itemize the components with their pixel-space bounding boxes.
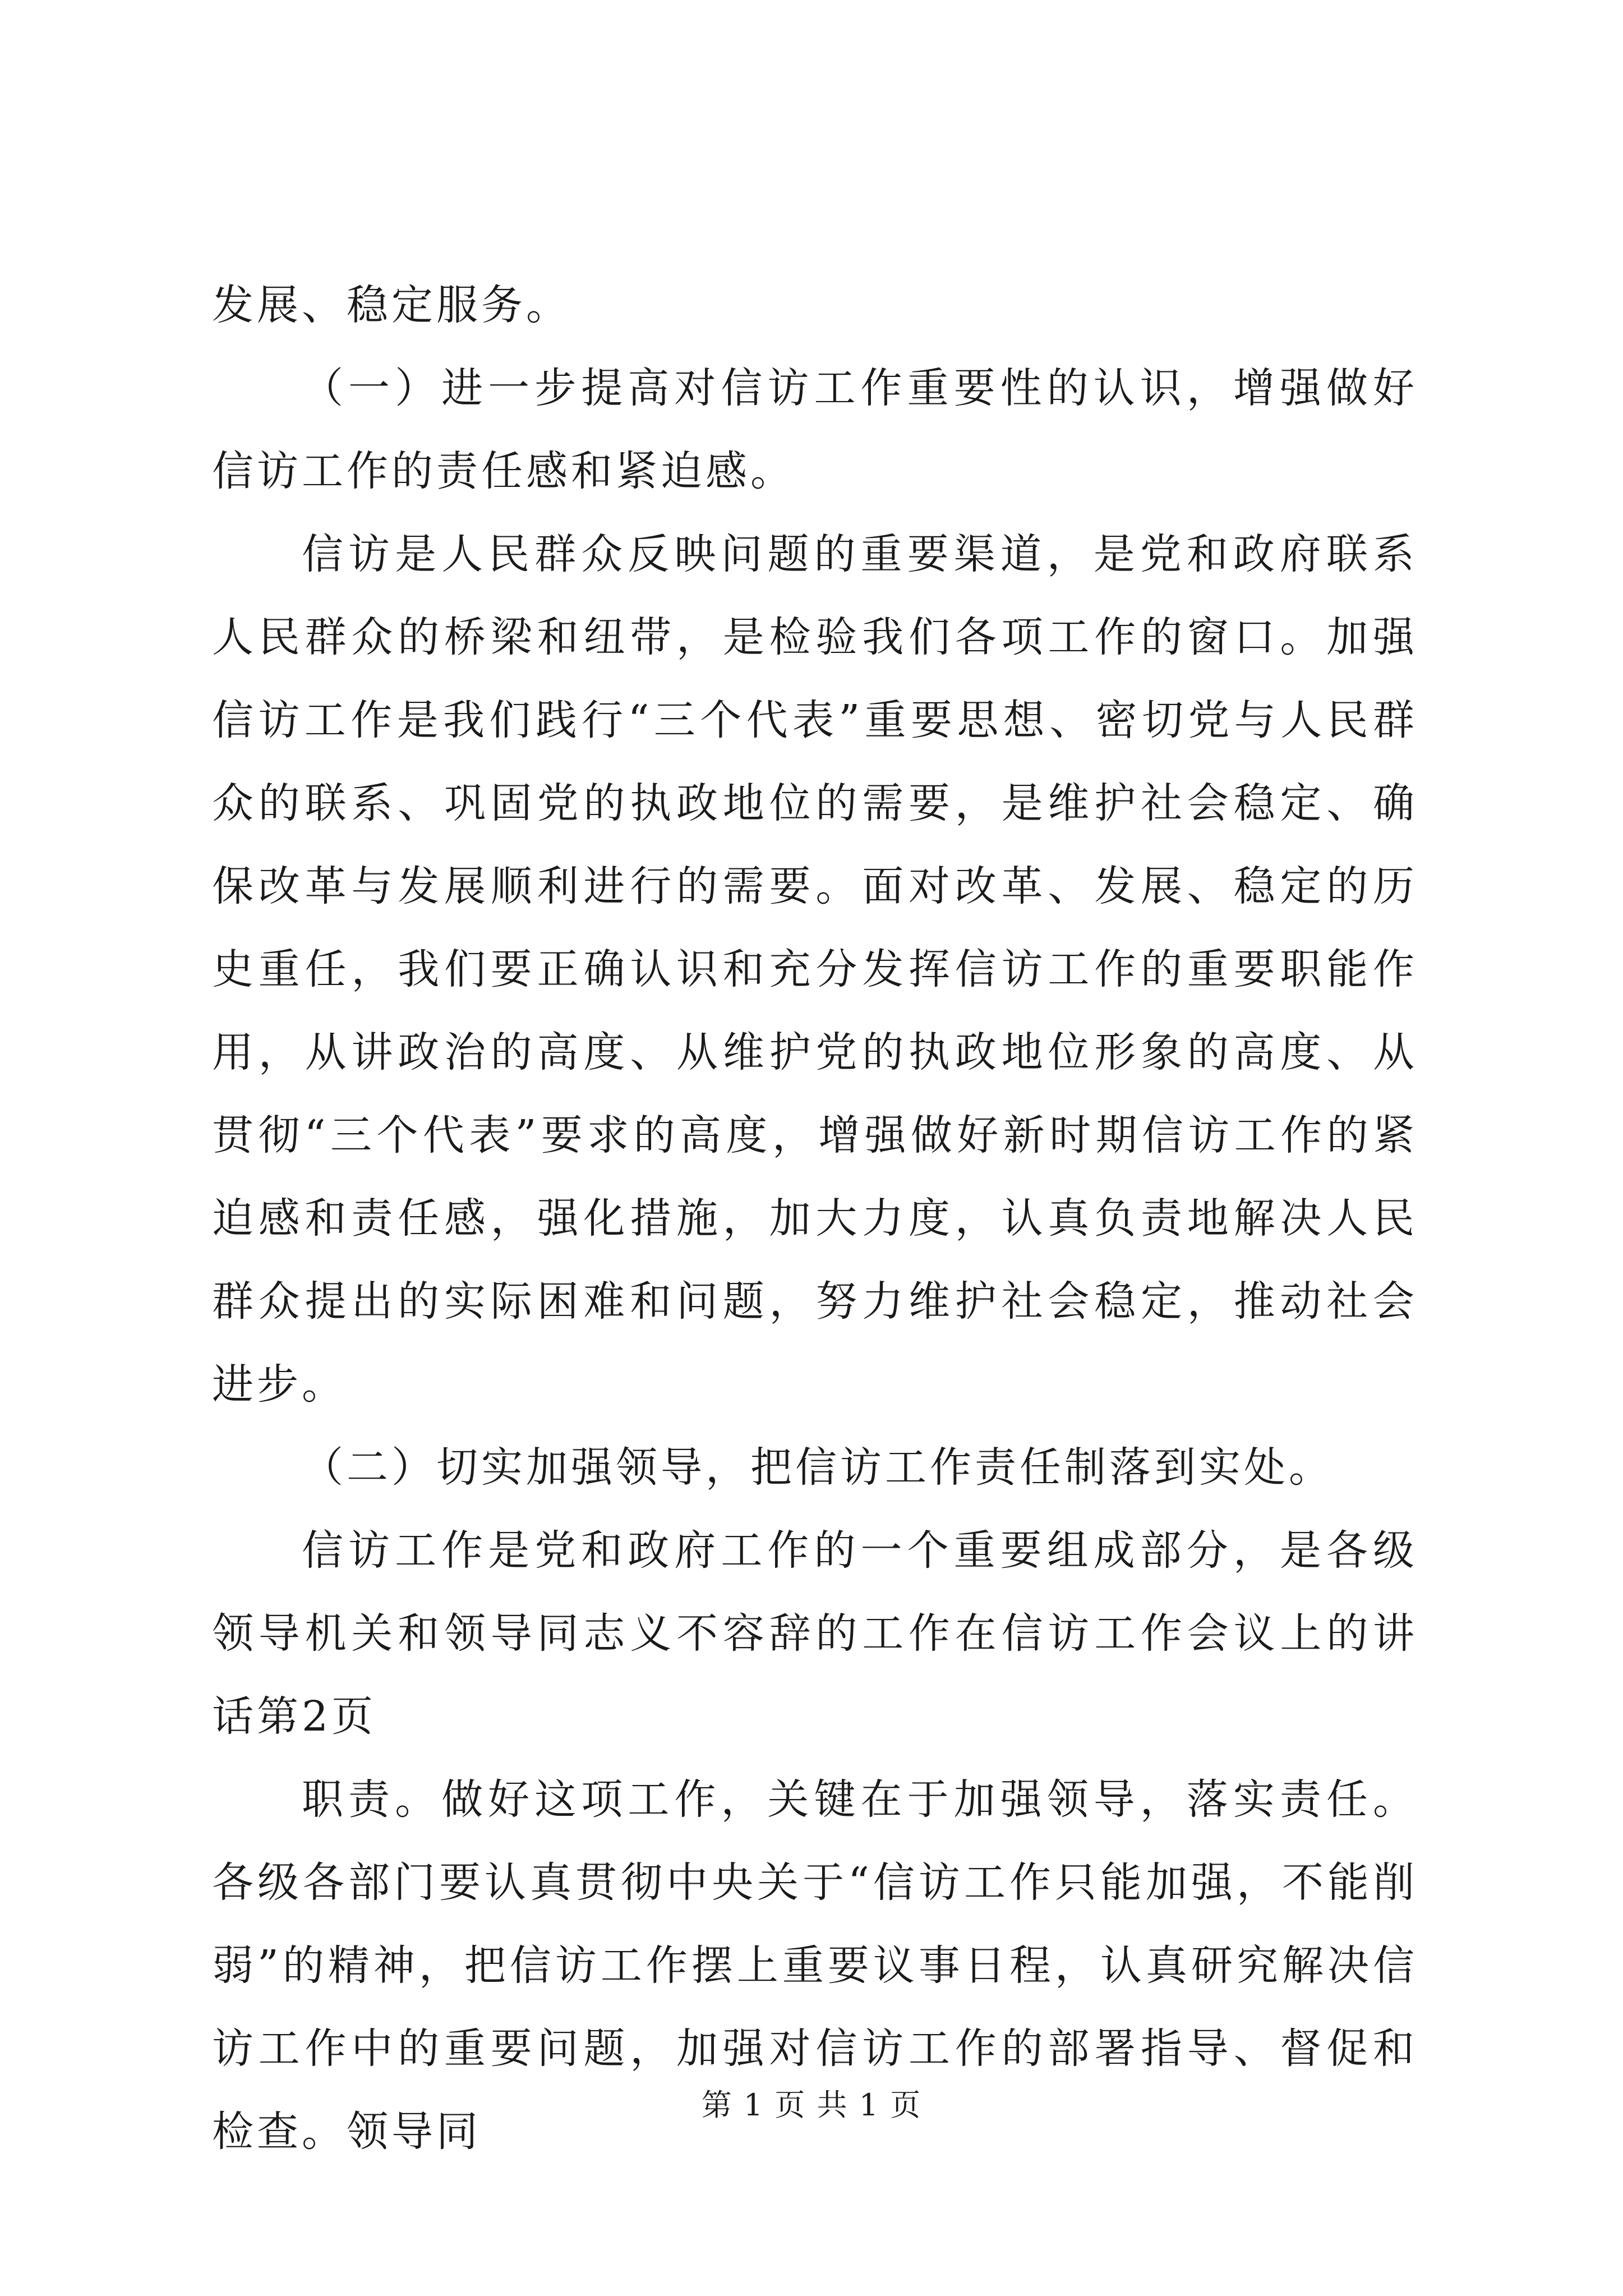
- paragraph: 信访工作是党和政府工作的一个重要组成部分，是各级领导机关和领导同志义不容辞的工作在信访工作会议上的讲话第2页: [212, 1526, 1418, 1741]
- section-heading-1: （一）进一步提高对信访工作重要性的认识，增强做好信访工作的责任感和紧迫感。: [212, 364, 1418, 495]
- section-heading-2: （二）切实加强领导，把信访工作责任制落到实处。: [302, 1443, 1334, 1492]
- paragraph: 信访是人民群众反映问题的重要渠道，是党和政府联系人民群众的桥梁和纽带，是检验我们各项工作的窗口。加强信访工作是我们践行“三个代表”重要思想、密切党与人民群众的联系、巩固党的执政地位的需要，是维护社会稳定、确保改革与发展顺利进行的需要。面对改革、发展、稳定的历史重任，我们要正确认识和充分发挥信访工作的重要职能作用，从讲政治的高度、从维护党的执政地位形象的高度、从贯彻“三个代表”要求的高度，增强做好新时期信访工作的紧迫感和责任感，强化措施，加大力度，认真负责地解决人民群众提出的实际困难和问题，努力维护社会稳定，推动社会进步。: [212, 530, 1418, 1409]
- paragraph: 职责。做好这项工作，关键在于加强领导，落实责任。各级各部门要认真贯彻中央关于“信访工作只能加强，不能削弱”的精神，把信访工作摆上重要议事日程，认真研究解决信访工作中的重要问题，加强对信访工作的部署指导、督促和检查。领导同: [212, 1775, 1418, 2156]
- page-footer: 第 1 页 共 1 页: [701, 2087, 922, 2123]
- paragraph-continuation: 发展、稳定服务。: [212, 281, 571, 329]
- document-body: [212, 264, 1418, 2173]
